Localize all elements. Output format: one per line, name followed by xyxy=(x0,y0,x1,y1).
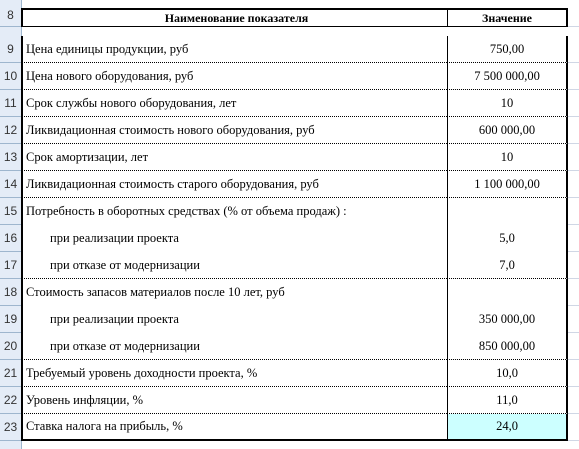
value-cell[interactable]: 10,0 xyxy=(447,360,568,387)
value-cell[interactable]: 11,0 xyxy=(447,387,568,414)
table-row xyxy=(0,252,579,279)
header-value-cell[interactable]: Значение xyxy=(447,8,568,27)
label-cell[interactable]: Стоимость запасов материалов после 10 лет, руб xyxy=(21,279,447,306)
table-row xyxy=(0,279,579,306)
value-cell[interactable]: 7,0 xyxy=(447,252,568,279)
label-cell[interactable]: Уровень инфляции, % xyxy=(21,387,447,414)
empty-cell[interactable] xyxy=(568,360,579,387)
value-cell[interactable] xyxy=(447,279,568,306)
value-cell[interactable]: 10 xyxy=(447,90,568,117)
table-row xyxy=(0,90,579,117)
label-cell[interactable]: Срок службы нового оборудования, лет xyxy=(21,90,447,117)
table-row xyxy=(0,225,579,252)
row-header[interactable]: 12 xyxy=(0,117,21,144)
label-cell[interactable]: Цена нового оборудования, руб xyxy=(21,63,447,90)
empty-cell[interactable] xyxy=(568,252,579,279)
table-row xyxy=(0,414,579,441)
row-header[interactable]: 14 xyxy=(0,171,21,198)
table-row xyxy=(0,306,579,333)
value-cell[interactable]: 1 100 000,00 xyxy=(447,171,568,198)
value-cell[interactable]: 10 xyxy=(447,144,568,171)
value-cell[interactable] xyxy=(447,198,568,225)
empty-cell[interactable] xyxy=(568,225,579,252)
empty-cell[interactable] xyxy=(568,36,579,63)
table-row xyxy=(0,333,579,360)
value-cell[interactable]: 600 000,00 xyxy=(447,117,568,144)
row-header[interactable]: 9 xyxy=(0,36,21,63)
row-header[interactable]: 8 xyxy=(0,8,21,27)
table-row xyxy=(0,360,579,387)
row-header[interactable]: 23 xyxy=(0,414,21,441)
label-cell[interactable]: при отказе от модернизации xyxy=(21,252,447,279)
value-cell[interactable]: 850 000,00 xyxy=(447,333,568,360)
value-cell[interactable]: 350 000,00 xyxy=(447,306,568,333)
table-row xyxy=(0,198,579,225)
row-header[interactable]: 21 xyxy=(0,360,21,387)
empty-cell[interactable] xyxy=(568,279,579,306)
row-header[interactable] xyxy=(0,441,21,449)
top-strip xyxy=(0,0,579,8)
label-cell[interactable]: Ставка налога на прибыль, % xyxy=(21,414,447,441)
label-cell[interactable]: Требуемый уровень доходности проекта, % xyxy=(21,360,447,387)
value-cell-highlighted[interactable]: 24,0 xyxy=(447,414,568,441)
row-header[interactable]: 19 xyxy=(0,306,21,333)
empty-cell[interactable] xyxy=(568,306,579,333)
label-cell[interactable]: Цена единицы продукции, руб xyxy=(21,36,447,63)
row-header[interactable]: 18 xyxy=(0,279,21,306)
row-header[interactable]: 22 xyxy=(0,387,21,414)
row-header[interactable]: 17 xyxy=(0,252,21,279)
value-cell[interactable]: 750,00 xyxy=(447,36,568,63)
label-cell[interactable]: при реализации проекта xyxy=(21,306,447,333)
row-header[interactable]: 20 xyxy=(0,333,21,360)
empty-cell[interactable] xyxy=(568,117,579,144)
bottom-strip xyxy=(0,441,579,449)
table-row xyxy=(0,36,579,63)
value-cell[interactable]: 5,0 xyxy=(447,225,568,252)
empty-cell[interactable] xyxy=(568,387,579,414)
row-header[interactable]: 13 xyxy=(0,144,21,171)
label-cell[interactable]: Потребность в оборотных средствах (% от объема продаж) : xyxy=(21,198,447,225)
row-header[interactable]: 15 xyxy=(0,198,21,225)
table-row xyxy=(0,63,579,90)
label-cell[interactable]: Ликвидационная стоимость старого оборудования, руб xyxy=(21,171,447,198)
row-header[interactable]: 11 xyxy=(0,90,21,117)
empty-cell[interactable] xyxy=(568,63,579,90)
empty-cell[interactable] xyxy=(568,198,579,225)
table-row xyxy=(0,171,579,198)
empty-cell[interactable] xyxy=(568,8,579,27)
row-header[interactable]: 16 xyxy=(0,225,21,252)
table-row xyxy=(0,117,579,144)
label-cell[interactable]: при реализации проекта xyxy=(21,225,447,252)
label-cell[interactable]: Срок амортизации, лет xyxy=(21,144,447,171)
empty-cell[interactable] xyxy=(568,333,579,360)
row-header[interactable] xyxy=(0,0,21,8)
label-cell[interactable]: при отказе от модернизации xyxy=(21,333,447,360)
empty-cell[interactable] xyxy=(568,171,579,198)
row-header[interactable]: 10 xyxy=(0,63,21,90)
header-name-cell[interactable]: Наименование показателя xyxy=(21,8,447,27)
value-cell[interactable]: 7 500 000,00 xyxy=(447,63,568,90)
table-row xyxy=(0,387,579,414)
table-row xyxy=(0,144,579,171)
table-header-row xyxy=(0,8,579,27)
label-cell[interactable]: Ликвидационная стоимость нового оборудования, руб xyxy=(21,117,447,144)
empty-cell[interactable] xyxy=(568,414,579,441)
empty-cell[interactable] xyxy=(568,144,579,171)
empty-cell[interactable] xyxy=(568,90,579,117)
